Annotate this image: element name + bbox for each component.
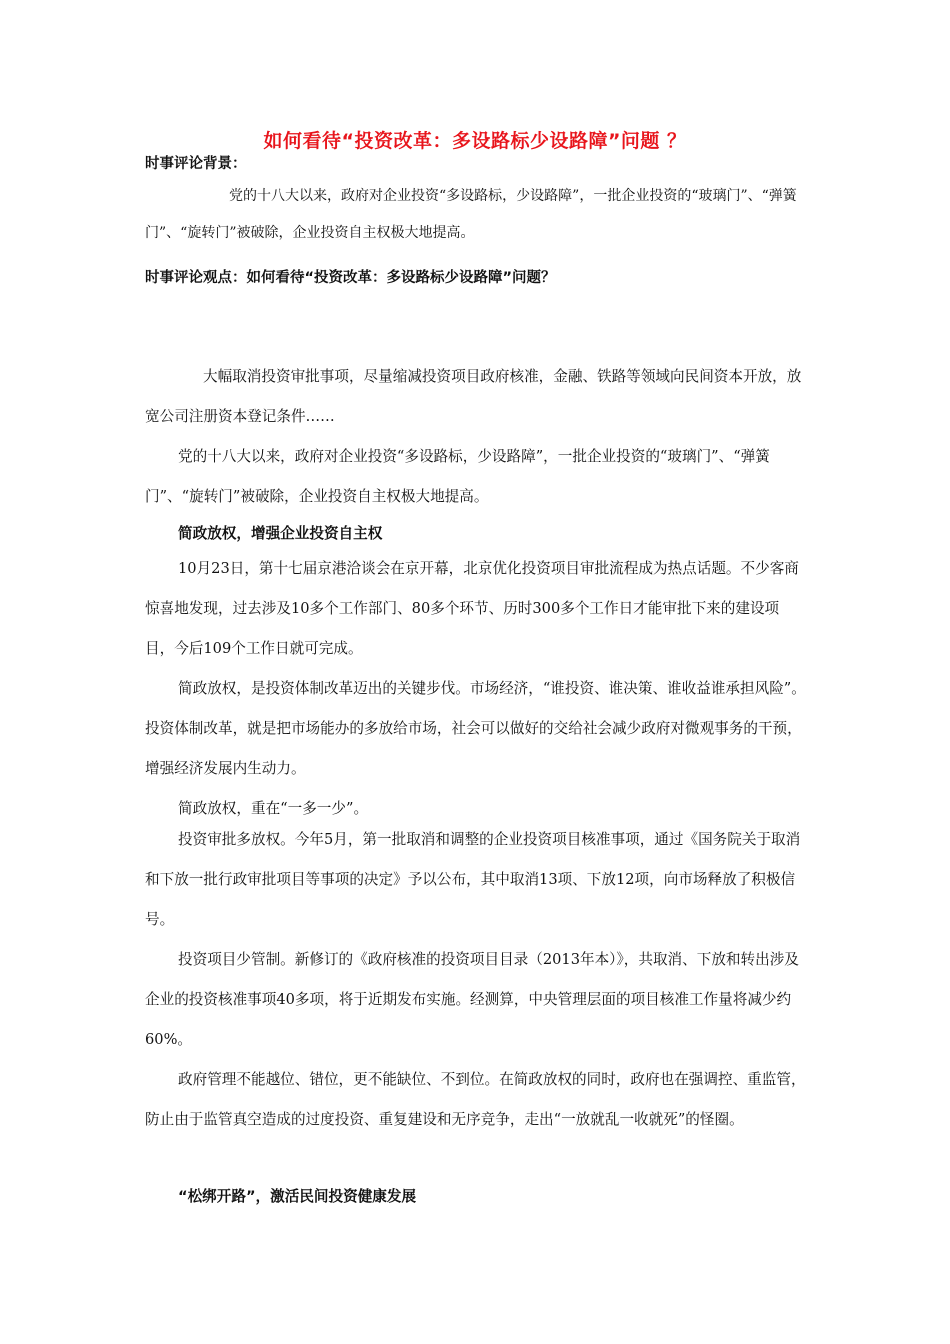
section-heading-private-investment: “松绑开路”，激活民间投资健康发展 xyxy=(178,1188,417,1205)
paragraph-government-management: 政府管理不能越位、错位，更不能缺位、不到位。在简政放权的同时，政府也在强调控、重监管，防止由于监管真空造成的过度投资、重复建设和无序竞争，走出“一放就乱一收就死”的怪圈。 xyxy=(145,1071,806,1128)
section-heading-simplify: 简政放权，增强企业投资自主权 xyxy=(178,525,383,542)
paragraph-reform-step: 简政放权，是投资体制改革迈出的关键步伐。市场经济，“谁投资、谁决策、谁收益谁承担风险”。投资体制改革，就是把市场能办的多放给市场，社会可以做好的交给社会减少政府对微观事务的干预，增强经济发展内生动力。 xyxy=(145,680,806,777)
paragraph-less-control: 投资项目少管制。新修订的《政府核准的投资项目目录（2013年本）》，共取消、下放和转出涉及企业的投资核准事项40多项，将于近期发布实施。经测算，中央管理层面的项目核准工作量将减少约60%。 xyxy=(145,951,799,1048)
paragraph-one-more-one-less: 简政放权，重在“一多一少”。 xyxy=(178,800,369,817)
background-label: 时事评论背景： xyxy=(145,156,247,172)
paragraph-approval-decentralize: 投资审批多放权。今年5月，第一批取消和调整的企业投资项目核准事项，通过《国务院关于取消和下放一批行政审批项目等事项的决定》予以公布，其中取消13项、下放12项，向市场释放了积极信号。 xyxy=(145,831,801,928)
paragraph-intro: 大幅取消投资审批事项，尽量缩减投资项目政府核准，金融、铁路等领域向民间资本开放，放宽公司注册资本登记条件…… xyxy=(145,368,802,425)
paragraph-beijing-fair: 10月23日，第十七届京港洽谈会在京开幕，北京优化投资项目审批流程成为热点话题。不少客商惊喜地发现，过去涉及10多个工作部门、80多个环节、历时300多个工作日才能审批下来的建设项目，今后109个工作日就可完成。 xyxy=(145,560,799,657)
viewpoint-label: 时事评论观点：如何看待“投资改革：多设路标少设路障”问题？ xyxy=(145,270,556,286)
paragraph-background-repeat: 党的十八大以来，政府对企业投资“多设路标，少设路障”，一批企业投资的“玻璃门”、“弹簧门”、“旋转门”被破除，企业投资自主权极大地提高。 xyxy=(145,448,770,505)
background-text: 党的十八大以来，政府对企业投资“多设路标，少设路障”，一批企业投资的“玻璃门”、“弹簧门”、“旋转门”被破除，企业投资自主权极大地提高。 xyxy=(145,188,797,241)
document-title: 如何看待“投资改革：多设路标少设路障”问题 ？ xyxy=(263,130,687,152)
